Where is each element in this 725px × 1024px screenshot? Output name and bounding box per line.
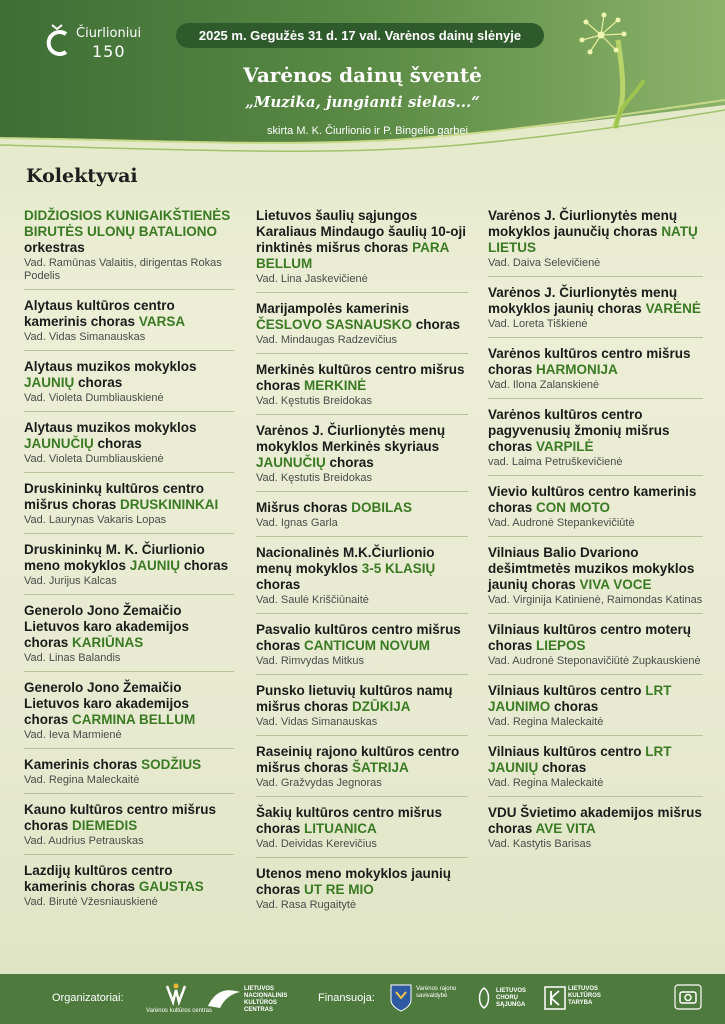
ensemble-entry bbox=[488, 683, 703, 736]
choir-union-logo bbox=[474, 982, 536, 1018]
ensemble-name-highlight: UT RE MIO bbox=[304, 882, 374, 897]
ensemble-entry bbox=[488, 545, 703, 614]
dandelion-icon bbox=[556, 10, 666, 130]
ensemble-leader: Vad. Ilona Zalanskienė bbox=[488, 379, 600, 391]
ensemble-name-prefix: Raseinių rajono kultūros centro mišrus choras bbox=[256, 744, 460, 775]
choir-union-text: LIETUVOS CHORŲ SĄJUNGA bbox=[496, 988, 527, 1008]
ensemble-leader: Vad. Violeta Dumbliauskienė bbox=[24, 392, 164, 404]
ensemble-name bbox=[24, 802, 234, 834]
vkc-icon bbox=[163, 982, 189, 1006]
ensemble-name bbox=[256, 545, 468, 593]
ensemble-name-prefix: Nacionalinės M.K.Čiurlionio menų mokyklos bbox=[256, 545, 435, 576]
ensemble-name-highlight: VARĖNĖ bbox=[645, 301, 701, 316]
ensemble-entry bbox=[256, 622, 468, 675]
ensemble-name-prefix: Kauno kultūros centro mišrus choras bbox=[24, 802, 217, 833]
section-title: Kolektyvai bbox=[26, 165, 138, 187]
ciurlioniui-150-logo bbox=[42, 20, 142, 64]
event-subtitle: „Muzika, jungianti sielas...“ bbox=[245, 93, 480, 111]
ensemble-leader: Vad. Lina Jaskevičienė bbox=[256, 273, 368, 285]
varena-municipality-logo bbox=[390, 982, 460, 1018]
ensemble-name bbox=[256, 866, 468, 898]
ensemble-name-prefix: Varėnos J. Čiurlionytės menų mokyklos Merkinės skyriaus bbox=[256, 423, 446, 454]
camera-badge-logo bbox=[674, 982, 702, 1016]
organizers-label: Organizatoriai: bbox=[52, 992, 124, 1004]
ensemble-name-prefix: Mišrus choras bbox=[256, 500, 352, 515]
ensemble-name-suffix: orkestras bbox=[24, 240, 85, 255]
event-title: Varėnos dainų šventė bbox=[243, 63, 482, 87]
ensemble-entry bbox=[24, 802, 234, 855]
ensemble-name-prefix: Lietuvos šaulių sąjungos Karaliaus Mindaugo šaulių 10-oji rinktinės mišrus choras bbox=[256, 208, 467, 255]
ciurlionis-c-icon bbox=[42, 22, 72, 58]
ensemble-name-suffix: choras bbox=[538, 760, 587, 775]
ensemble-entry bbox=[256, 683, 468, 736]
ensemble-name-suffix: choras bbox=[412, 317, 461, 332]
ensemble-leader: Vad. Deividas Kerevičius bbox=[256, 838, 377, 850]
ensemble-name-suffix: choras bbox=[325, 455, 374, 470]
ensemble-name-highlight: SODŽIUS bbox=[141, 757, 202, 772]
ensemble-name-prefix: Alytaus kultūros centro kamerinis choras bbox=[24, 298, 175, 329]
ensemble-name-highlight: ČESLOVO SASNAUSKO bbox=[256, 317, 413, 332]
ensemble-leader: Vad. Regina Maleckaitė bbox=[24, 774, 140, 786]
ensemble-name bbox=[488, 208, 703, 256]
ensemble-leader: Vad. Rasa Rugaitytė bbox=[256, 899, 357, 911]
ensemble-name-prefix: Varėnos kultūros centro pagyvenusių žmonių mišrus choras bbox=[488, 407, 670, 454]
ensemble-name bbox=[488, 484, 703, 516]
ensemble-name bbox=[24, 208, 234, 256]
ensemble-entry bbox=[24, 420, 234, 473]
ensemble-leader: Vad. Linas Balandis bbox=[24, 652, 121, 664]
ensemble-leader: Vad. Ieva Marmienė bbox=[24, 729, 122, 741]
funding-label: Finansuoja: bbox=[318, 992, 375, 1004]
ensemble-name-highlight: JAUNIŲ bbox=[24, 375, 75, 390]
ensemble-leader: Vad. Audronė Stepankevičiūtė bbox=[488, 517, 635, 529]
ensemble-name-prefix: Alytaus muzikos mokyklos bbox=[24, 359, 197, 374]
ensemble-name-highlight: JAUNUČIŲ bbox=[24, 436, 94, 451]
ensemble-leader: Vad. Jurijus Kalcas bbox=[24, 575, 117, 587]
ensemble-name bbox=[24, 481, 234, 513]
ensemble-name bbox=[256, 301, 468, 333]
ensemble-entry bbox=[488, 407, 703, 476]
ensemble-name-highlight: ŠATRIJA bbox=[352, 760, 409, 775]
ensemble-name-highlight: CANTICUM NOVUM bbox=[304, 638, 431, 653]
ensemble-entry bbox=[488, 346, 703, 399]
ensemble-entry bbox=[488, 622, 703, 675]
ensemble-name-highlight: JAUNIŲ bbox=[129, 558, 181, 573]
ensemble-name-highlight: LITUANICA bbox=[304, 821, 377, 836]
ensemble-name-highlight: AVE VITA bbox=[535, 821, 596, 836]
ensemble-name bbox=[488, 285, 703, 317]
event-date-pill: 2025 m. Gegužės 31 d. 17 val. Varėnos dainų slėnyje bbox=[176, 23, 544, 48]
ensemble-name bbox=[24, 603, 234, 651]
ensemble-entry bbox=[24, 208, 234, 290]
ensemble-leader: Vad. Ignas Garla bbox=[256, 517, 338, 529]
ensemble-entry bbox=[256, 805, 468, 858]
ensemble-name-highlight: PARA BELLUM bbox=[256, 240, 449, 271]
ensemble-name bbox=[488, 545, 703, 593]
ensemble-name-prefix: Vievio kultūros centro kamerinis choras bbox=[488, 484, 697, 515]
ensemble-name-prefix: Šakių kultūros centro mišrus choras bbox=[256, 805, 443, 836]
ensemble-leader: Vad. Mindaugas Radzevičius bbox=[256, 334, 398, 346]
ensemble-entry bbox=[256, 866, 468, 918]
ensemble-entry bbox=[488, 805, 703, 857]
ensemble-leader: Vad. Laurynas Vakaris Lopas bbox=[24, 514, 167, 526]
choir-union-icon bbox=[474, 986, 494, 1010]
ensemble-name-highlight: LRT JAUNIŲ bbox=[488, 744, 672, 775]
ensemble-name-prefix: Vilniaus kultūros centro bbox=[488, 683, 646, 698]
ensemble-name-highlight: DZŪKIJA bbox=[352, 699, 411, 714]
ensemble-entry bbox=[256, 301, 468, 354]
ensemble-leader: Vad. Gražvydas Jegnoras bbox=[256, 777, 382, 789]
ensemble-entry bbox=[256, 545, 468, 614]
culture-council-k-icon bbox=[544, 986, 566, 1010]
ensemble-leader: Vad. Daiva Selevičienė bbox=[488, 257, 601, 269]
ensemble-leader: Vad. Ramūnas Valaitis, dirigentas Rokas Podelis bbox=[24, 257, 222, 282]
camera-icon bbox=[674, 982, 702, 1012]
culture-council-logo bbox=[544, 982, 614, 1018]
ensemble-name-highlight: NATŲ LIETUS bbox=[488, 224, 698, 255]
ensemble-leader: Vad. Kastytis Barisas bbox=[488, 838, 592, 850]
ensemble-entry bbox=[256, 208, 468, 293]
ensemble-name bbox=[24, 680, 234, 728]
ensemble-name bbox=[256, 362, 468, 394]
coat-of-arms-icon bbox=[390, 984, 412, 1012]
ensemble-name-suffix: choras bbox=[256, 577, 301, 592]
ensemble-entry bbox=[24, 542, 234, 595]
ensemble-name-prefix: Vilniaus kultūros centro moterų choras bbox=[488, 622, 692, 653]
ensemble-entry bbox=[488, 285, 703, 338]
ensemble-name-prefix: Druskininkų M. K. Čiurlionio meno mokyklos bbox=[24, 542, 205, 573]
ensemble-name-prefix: Lazdijų kultūros centro kamerinis choras bbox=[24, 863, 173, 894]
ensemble-name-highlight: JAUNUČIŲ bbox=[256, 455, 326, 470]
ensemble-name bbox=[488, 805, 703, 837]
ensemble-leader: Vad. Audrius Petrauskas bbox=[24, 835, 144, 847]
ensemble-name-suffix: choras bbox=[74, 375, 123, 390]
ensemble-entry bbox=[256, 500, 468, 537]
ensemble-name bbox=[256, 423, 468, 471]
ensemble-leader: Vad. Rimvydas Mitkus bbox=[256, 655, 364, 667]
lnkc-text: LIETUVOS NACIONALINIS KULTŪROS CENTRAS bbox=[244, 986, 288, 1013]
ensemble-leader: Vad. Birutė Vžesniauskienė bbox=[24, 896, 158, 908]
ensemble-name-prefix: Varėnos kultūros centro mišrus choras bbox=[488, 346, 691, 377]
ensemble-name-highlight: VARSA bbox=[138, 314, 186, 329]
ensemble-entry bbox=[24, 863, 234, 915]
ensemble-name-prefix: Punsko lietuvių kultūros namų mišrus choras bbox=[256, 683, 453, 714]
ensemble-name bbox=[256, 683, 468, 715]
ensemble-leader: Vad. Violeta Dumbliauskienė bbox=[24, 453, 164, 465]
ensemble-leader: Vad. Saulė Kriščiūnaitė bbox=[256, 594, 369, 606]
ensemble-entry bbox=[488, 484, 703, 537]
ensemble-leader: Vad. Audronė Steponavičiūtė Zupkauskienė bbox=[488, 655, 701, 667]
ensemble-name-prefix: Generolo Jono Žemaičio Lietuvos karo akademijos choras bbox=[24, 680, 190, 727]
ensemble-name-highlight: DRUSKININKAI bbox=[120, 497, 219, 512]
ensemble-name-highlight: KARIŪNAS bbox=[72, 635, 144, 650]
lnkc-logo bbox=[206, 982, 286, 1018]
ensemble-name-suffix: choras bbox=[180, 558, 229, 573]
ensemble-leader: Vad. Loreta Tiškienė bbox=[488, 318, 588, 330]
ensemble-entry bbox=[24, 757, 234, 794]
ensemble-name bbox=[256, 744, 468, 776]
ensemble-leader: Vad. Kęstutis Breidokas bbox=[256, 472, 372, 484]
ensemble-name-prefix: Vilniaus kultūros centro bbox=[488, 744, 646, 759]
ensemble-entry bbox=[24, 603, 234, 672]
ensemble-entry bbox=[256, 744, 468, 797]
ensemble-name-prefix: Marijampolės kamerinis bbox=[256, 301, 410, 316]
ensemble-name bbox=[256, 208, 468, 272]
ensemble-leader: Vad. Vidas Simanauskas bbox=[256, 716, 378, 728]
ensemble-name-highlight: VIVA VOCE bbox=[579, 577, 652, 592]
ensemble-name-highlight: DIEMEDIS bbox=[72, 818, 138, 833]
ensemble-name-suffix: choras bbox=[93, 436, 142, 451]
ensemble-name-suffix: choras bbox=[550, 699, 599, 714]
ensemble-entry bbox=[24, 680, 234, 749]
ensemble-name-prefix: Pasvalio kultūros centro mišrus choras bbox=[256, 622, 461, 653]
ensemble-name-prefix: VDU Švietimo akademijos mišrus choras bbox=[488, 805, 702, 836]
ensembles-column-1 bbox=[24, 208, 234, 923]
varena-culture-centre-text: Varėnos kultūros centras bbox=[146, 1008, 212, 1014]
ensemble-name-prefix: Varėnos J. Čiurlionytės menų mokyklos jaunių choras bbox=[488, 285, 678, 316]
ensemble-name-highlight: MERKINĖ bbox=[304, 378, 367, 393]
ensemble-leader: vad. Laima Petruškevičienė bbox=[488, 456, 623, 468]
ensemble-name-prefix: Druskininkų kultūros centro mišrus choras bbox=[24, 481, 205, 512]
ensemble-name bbox=[256, 622, 468, 654]
ensemble-name bbox=[24, 420, 234, 452]
ensemble-name-prefix: Vilniaus Balio Dvariono dešimtmetės muzikos mokyklos jaunių choras bbox=[488, 545, 695, 592]
ensemble-name-highlight: CARMINA BELLUM bbox=[72, 712, 196, 727]
ensemble-leader: Vad. Kęstutis Breidokas bbox=[256, 395, 372, 407]
ensembles-column-3 bbox=[488, 208, 703, 865]
ensemble-name bbox=[24, 757, 234, 773]
ensemble-entry bbox=[488, 208, 703, 277]
ensemble-name-prefix: Utenos meno mokyklos jaunių choras bbox=[256, 866, 452, 897]
ensemble-name-prefix: Generolo Jono Žemaičio Lietuvos karo akademijos choras bbox=[24, 603, 190, 650]
ensemble-name bbox=[256, 500, 468, 516]
ensemble-entry bbox=[256, 423, 468, 492]
lnkc-bird-icon bbox=[206, 986, 242, 1010]
ensemble-name bbox=[488, 744, 703, 776]
ensembles-column-2 bbox=[256, 208, 468, 926]
ensemble-name-prefix: Alytaus muzikos mokyklos bbox=[24, 420, 197, 435]
ensemble-leader: Vad. Regina Maleckaitė bbox=[488, 777, 604, 789]
ensemble-name-highlight: CON MOTO bbox=[536, 500, 611, 515]
ensemble-name bbox=[488, 683, 703, 715]
ensemble-entry bbox=[24, 359, 234, 412]
varena-culture-centre-logo bbox=[146, 982, 212, 1018]
footer bbox=[0, 974, 725, 1024]
ensemble-name bbox=[488, 622, 703, 654]
ensemble-leader: Vad. Vidas Simanauskas bbox=[24, 331, 146, 343]
ensemble-name bbox=[256, 805, 468, 837]
ensemble-name-prefix: Kamerinis choras bbox=[24, 757, 142, 772]
ensemble-name bbox=[24, 542, 234, 574]
logo-line2: 150 bbox=[92, 42, 126, 61]
ensemble-name-highlight: VARPILĖ bbox=[536, 439, 594, 454]
ensemble-entry bbox=[24, 298, 234, 351]
ensemble-name-highlight: LIEPOS bbox=[536, 638, 586, 653]
ensemble-name bbox=[24, 298, 234, 330]
varena-municipality-text: Varėnos rajono savivaldybė bbox=[416, 986, 457, 999]
ensemble-name bbox=[24, 359, 234, 391]
culture-council-text: LIETUVOS KULTŪROS TARYBA bbox=[568, 986, 601, 1006]
ensemble-name-prefix: Merkinės kultūros centro mišrus choras bbox=[256, 362, 465, 393]
ensemble-name-highlight: DOBILAS bbox=[351, 500, 413, 515]
ensemble-name-highlight: GAUSTAS bbox=[138, 879, 204, 894]
ensemble-name-prefix: Varėnos J. Čiurlionytės menų mokyklos jaunučių choras bbox=[488, 208, 678, 239]
ensemble-entry bbox=[256, 362, 468, 415]
ensemble-entry bbox=[24, 481, 234, 534]
ensemble-name bbox=[24, 863, 234, 895]
ensemble-entry bbox=[488, 744, 703, 797]
ensemble-name-highlight: LRT JAUNIMO bbox=[488, 683, 672, 714]
ensemble-name-prefix: DIDŽIOSIOS KUNIGAIKŠTIENĖS BIRUTĖS ULONŲ BATALIONO bbox=[24, 208, 231, 239]
ensemble-leader: Vad. Regina Maleckaitė bbox=[488, 716, 604, 728]
ensemble-name bbox=[488, 346, 703, 378]
ensemble-leader: Vad. Virginija Katinienė, Raimondas Katinas bbox=[488, 594, 703, 606]
logo-line1: Čiurlioniui bbox=[76, 26, 142, 41]
ensemble-name-highlight: HARMONIJA bbox=[536, 362, 618, 377]
ensemble-name-highlight: 3-5 KLASIŲ bbox=[361, 561, 436, 576]
event-dedication: skirta M. K. Čiurlionio ir P. Bingelio garbei bbox=[267, 125, 468, 137]
ensemble-name bbox=[488, 407, 703, 455]
